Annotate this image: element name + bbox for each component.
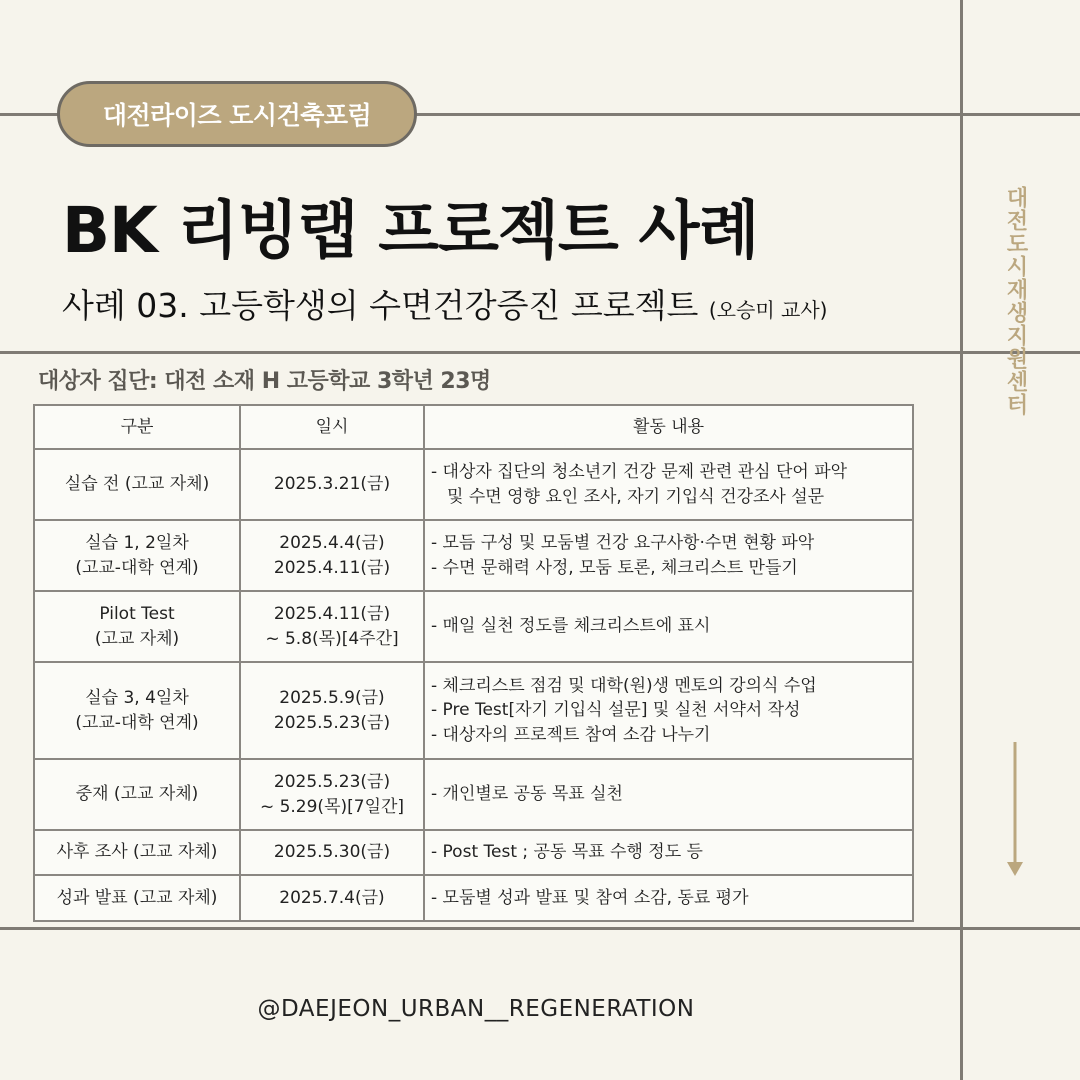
table-row: [34, 875, 913, 921]
phase-line: 사후 조사 (고교 자체): [56, 842, 218, 863]
header-date: 일시: [240, 405, 424, 449]
activity-cell: [424, 759, 913, 830]
subtitle-text: 사례 03. 고등학생의 수면건강증진 프로젝트: [62, 286, 699, 325]
forum-badge: 대전라이즈 도시건축포럼: [57, 81, 417, 147]
arrow-down-icon: [1004, 742, 1026, 878]
phase-cell: [34, 662, 240, 759]
date-line: 2025.5.9(금): [279, 687, 385, 708]
activity-line: - 수면 문해력 사정, 모둠 토론, 체크리스트 만들기: [431, 557, 798, 578]
activity-cell: [424, 520, 913, 591]
activity-line: - 개인별로 공동 목표 실천: [431, 784, 623, 805]
date-cell: [240, 759, 424, 830]
activity-line: 및 수면 영향 요인 조사, 자기 기입식 건강조사 설문: [447, 486, 825, 507]
page-title: BK 리빙랩 프로젝트 사례: [62, 194, 759, 267]
date-cell: [240, 875, 424, 921]
table-row: [34, 520, 913, 591]
header-phase: 구분: [34, 405, 240, 449]
date-line: 2025.7.4(금): [279, 887, 385, 908]
date-cell: [240, 520, 424, 591]
activity-line: - 매일 실천 정도를 체크리스트에 표시: [431, 616, 711, 637]
phase-cell: [34, 449, 240, 520]
activity-cell: [424, 662, 913, 759]
table-row: [34, 449, 913, 520]
date-line: 2025.3.21(금): [273, 474, 391, 495]
phase-line: 실습 1, 2일차: [85, 532, 189, 553]
date-line: 2025.5.23(금): [273, 771, 391, 792]
phase-line: 실습 3, 4일차: [85, 687, 189, 708]
activity-line: - 대상자 집단의 청소년기 건강 문제 관련 관심 단어 파악: [431, 461, 848, 482]
phase-line: 중재 (고교 자체): [75, 784, 199, 805]
activity-line: - 모듬 구성 및 모둠별 건강 요구사항·수면 현황 파악: [431, 532, 815, 553]
activity-line: - Post Test ; 공동 목표 수행 정도 등: [431, 842, 703, 863]
header-activity: 활동 내용: [424, 405, 913, 449]
date-line: ~ 5.29(목)[7일간]: [259, 796, 405, 817]
activity-line: - Pre Test[자기 기입식 설문] 및 실천 서약서 작성: [431, 700, 801, 721]
table-row: [34, 759, 913, 830]
date-cell: [240, 662, 424, 759]
activity-line: - 대상자의 프로젝트 참여 소감 나누기: [431, 724, 711, 745]
date-cell: [240, 591, 424, 662]
phase-line: (고교 자체): [94, 628, 180, 649]
date-line: 2025.4.4(금): [279, 532, 385, 553]
table-row: [34, 830, 913, 875]
table-row: [34, 662, 913, 759]
target-group: 대상자 집단: 대전 소재 H 고등학교 3학년 23명: [38, 369, 491, 394]
activity-cell: [424, 591, 913, 662]
date-line: 2025.4.11(금): [273, 557, 391, 578]
activity-cell: [424, 830, 913, 875]
date-line: ~ 5.8(목)[4주간]: [265, 628, 399, 649]
date-cell: [240, 830, 424, 875]
bottom-divider: [0, 927, 1080, 930]
table-header-row: [34, 405, 913, 449]
right-divider: [960, 0, 963, 1080]
schedule-table: [33, 404, 914, 922]
teacher-name: (오승미 교사): [708, 298, 828, 322]
phase-cell: [34, 591, 240, 662]
activity-line: - 모둠별 성과 발표 및 참여 소감, 동료 평가: [431, 887, 749, 908]
phase-cell: [34, 520, 240, 591]
phase-line: 성과 발표 (고교 자체): [56, 887, 218, 908]
activity-cell: [424, 449, 913, 520]
page-subtitle: [62, 286, 827, 326]
phase-cell: [34, 875, 240, 921]
date-line: 2025.5.23(금): [273, 712, 391, 733]
phase-line: 실습 전 (고교 자체): [64, 474, 210, 495]
phase-cell: [34, 830, 240, 875]
activity-cell: [424, 875, 913, 921]
phase-cell: [34, 759, 240, 830]
side-label: 대전도시재생지원센터: [1003, 186, 1028, 416]
phase-line: (고교-대학 연계): [75, 712, 199, 733]
date-line: 2025.5.30(금): [273, 842, 391, 863]
phase-line: (고교-대학 연계): [75, 557, 199, 578]
date-cell: [240, 449, 424, 520]
table-row: [34, 591, 913, 662]
mid-divider: [0, 351, 1080, 354]
activity-line: - 체크리스트 점검 및 대학(원)생 멘토의 강의식 수업: [431, 675, 817, 696]
footer-handle: @DAEJEON_URBAN__REGENERATION: [257, 996, 695, 1022]
date-line: 2025.4.11(금): [273, 603, 391, 624]
phase-line: Pilot Test: [99, 603, 175, 624]
